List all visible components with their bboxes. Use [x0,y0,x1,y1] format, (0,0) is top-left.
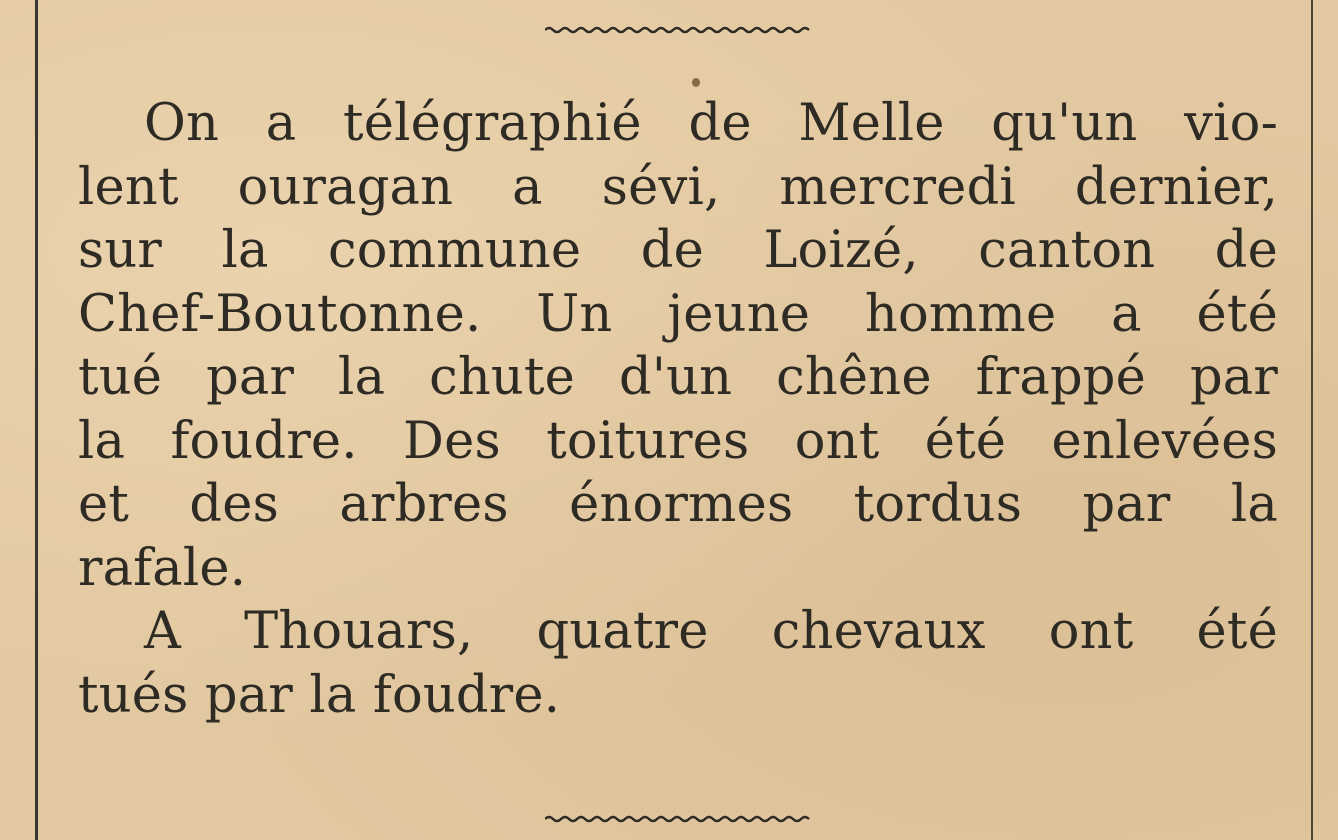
article-line: A Thouars, quatre chevaux ont été [144,602,1278,661]
column-rule-left [35,0,38,840]
article-line: rafale. [78,538,247,598]
article-line: la foudre. Des toitures ont été enlevées [78,411,1278,471]
article-line: sur la commune de Loizé, canton de [78,221,1278,280]
column-rule-right [1311,0,1313,840]
wavy-separator-top [545,24,810,36]
article-line: Chef-Boutonne. Un jeune homme a été [78,284,1278,344]
article-line: lent ouragan a sévi, mercredi dernier, [78,157,1278,217]
ink-speck [692,78,700,87]
article-line: tués par la foudre. [78,665,561,725]
article-line: et des arbres énormes tordus par la [78,475,1278,534]
wavy-separator-bottom [545,813,810,825]
article-line: tué par la chute d'un chêne frappé par [78,348,1278,407]
news-article [78,92,1278,727]
article-line: On a télégraphié de Melle qu'un vio- [144,94,1278,153]
